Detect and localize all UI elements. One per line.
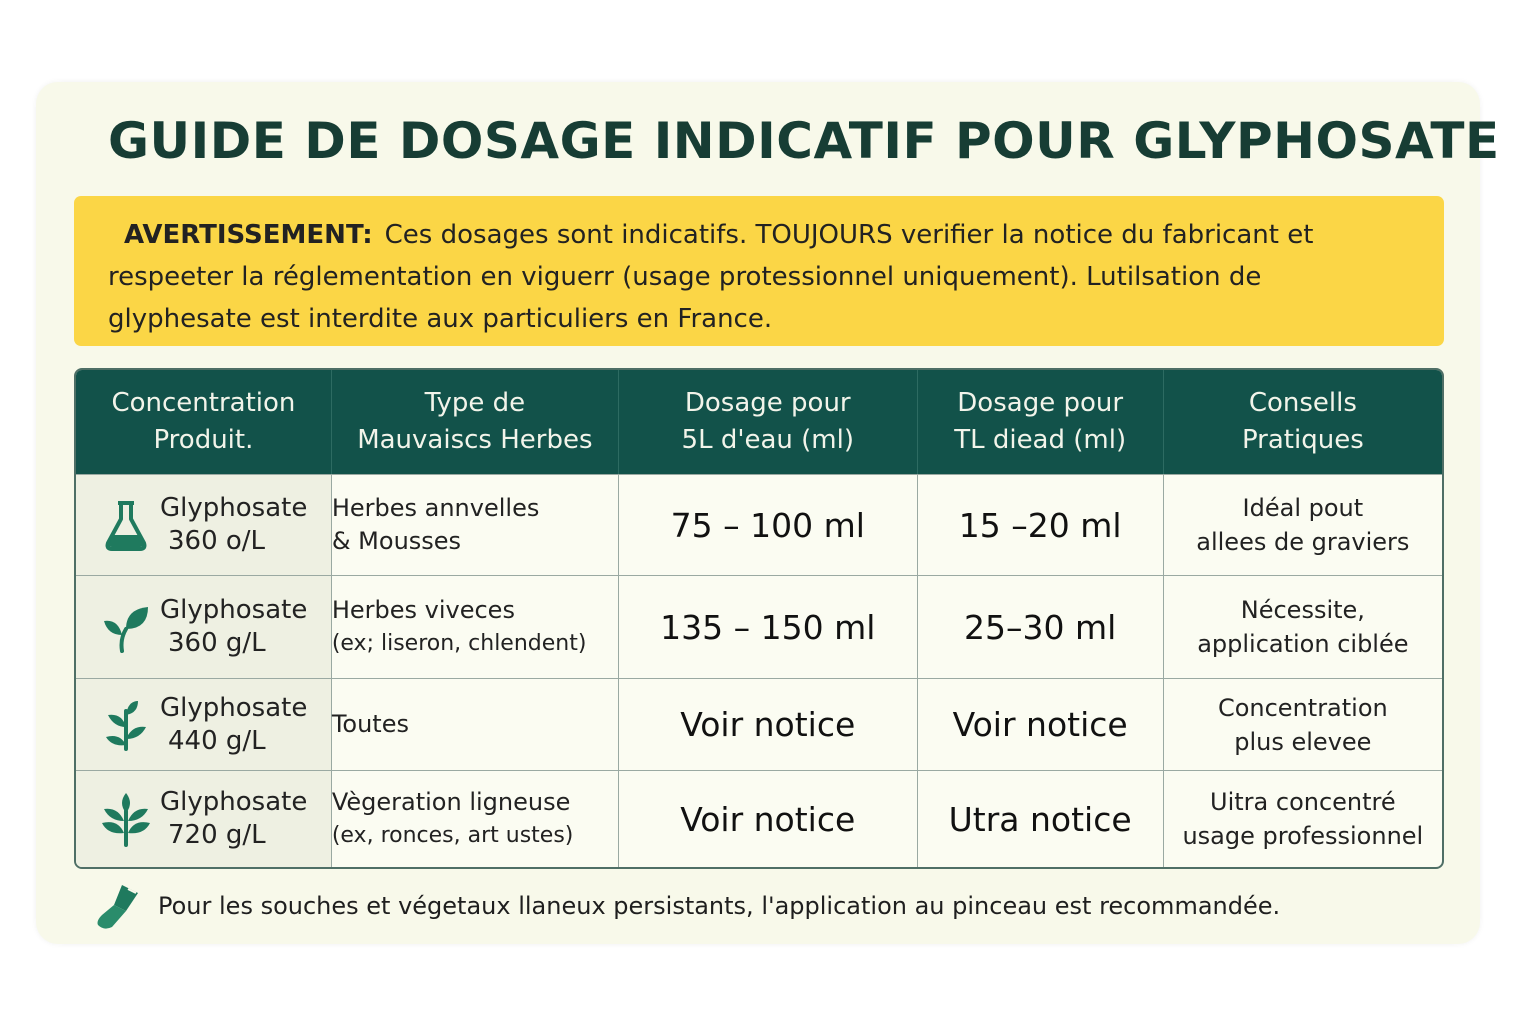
tip-cell: Idéal pout allees de graviers (1164, 474, 1442, 575)
product-cell (76, 678, 332, 770)
weed-type-cell: Herbes annvelles & Mousses (332, 474, 619, 575)
header-dose-5l: Dosage pour 5L d'eau (ml) (619, 370, 918, 474)
dose-1l-cell: Utra notice (918, 770, 1164, 867)
table-header-row (76, 370, 1442, 474)
table-row (76, 575, 1442, 678)
product-concentration: 440 g/L (168, 725, 266, 756)
dose-1l-cell: Voir notice (918, 678, 1164, 770)
product-name: Glyphosate (160, 787, 308, 817)
dose-1l-cell: 15 –20 ml (918, 474, 1164, 575)
table-row (76, 474, 1442, 575)
dose-5l-cell: Voir notice (619, 678, 918, 770)
warning-line-3: glyphesate est interdite aux particuliers en France. (108, 304, 773, 334)
footer-note (92, 880, 1392, 932)
product-concentration: 360 g/L (168, 628, 266, 658)
product-cell (76, 474, 332, 575)
footer-text: Pour les souches et végetaux llaneux persistants, l'application au pinceau est recommandée. (158, 892, 1281, 920)
header-concentration: Concentration Produit. (76, 370, 332, 474)
weed-type-cell: Herbes viveces (ex; liseron, chlendent) (332, 575, 619, 678)
flask-icon (98, 497, 154, 553)
dose-5l-cell: 75 – 100 ml (619, 474, 918, 575)
product-concentration: 720 g/L (168, 820, 266, 850)
warning-heading: AVERTISSEMENT: (124, 220, 373, 250)
warning-banner (74, 196, 1444, 346)
product-name: Glyphosate (160, 493, 308, 523)
tip-cell: Uitra concentré usage professionnel (1164, 770, 1442, 867)
product-concentration: 360 o/L (168, 526, 266, 556)
table-row (76, 678, 1442, 770)
tip-cell: Nécessite, application ciblée (1164, 575, 1442, 678)
warning-line-2: respeeter la réglementation en viguerr (usage protessionnel uniquement). Lutilsation de (108, 262, 1262, 292)
header-weed-type: Type de Mauvaiscs Herbes (332, 370, 619, 474)
tip-cell: Concentration plus elevee (1164, 678, 1442, 770)
brush-icon (92, 881, 148, 931)
header-tips: Consells Pratiques (1164, 370, 1442, 474)
warning-line-1 (108, 214, 1414, 256)
dose-1l-cell: 25–30 ml (918, 575, 1164, 678)
dose-5l-cell: 135 – 150 ml (619, 575, 918, 678)
warning-text-1: Ces dosages sont indicatifs. TOUJOURS verifier la notice du fabricant et (384, 220, 1314, 250)
product-name: Glyphosate (160, 595, 308, 625)
dose-5l-cell: Voir notice (619, 770, 918, 867)
shrub-icon (98, 791, 154, 847)
header-dose-1l: Dosage pour TL diead (ml) (918, 370, 1164, 474)
weed-type-cell: Toutes (332, 678, 619, 770)
product-name: Glyphosate (160, 692, 308, 723)
page-title: GUIDE DE DOSAGE INDICATIF POUR GLYPHOSATE (108, 112, 1500, 170)
sprout-icon (98, 697, 154, 753)
product-cell (76, 770, 332, 867)
table-row (76, 770, 1442, 867)
product-cell (76, 575, 332, 678)
leaf-icon (98, 599, 154, 655)
dosage-table (74, 368, 1444, 869)
weed-type-cell: Vègeration ligneuse (ex, ronces, art ustes) (332, 770, 619, 867)
